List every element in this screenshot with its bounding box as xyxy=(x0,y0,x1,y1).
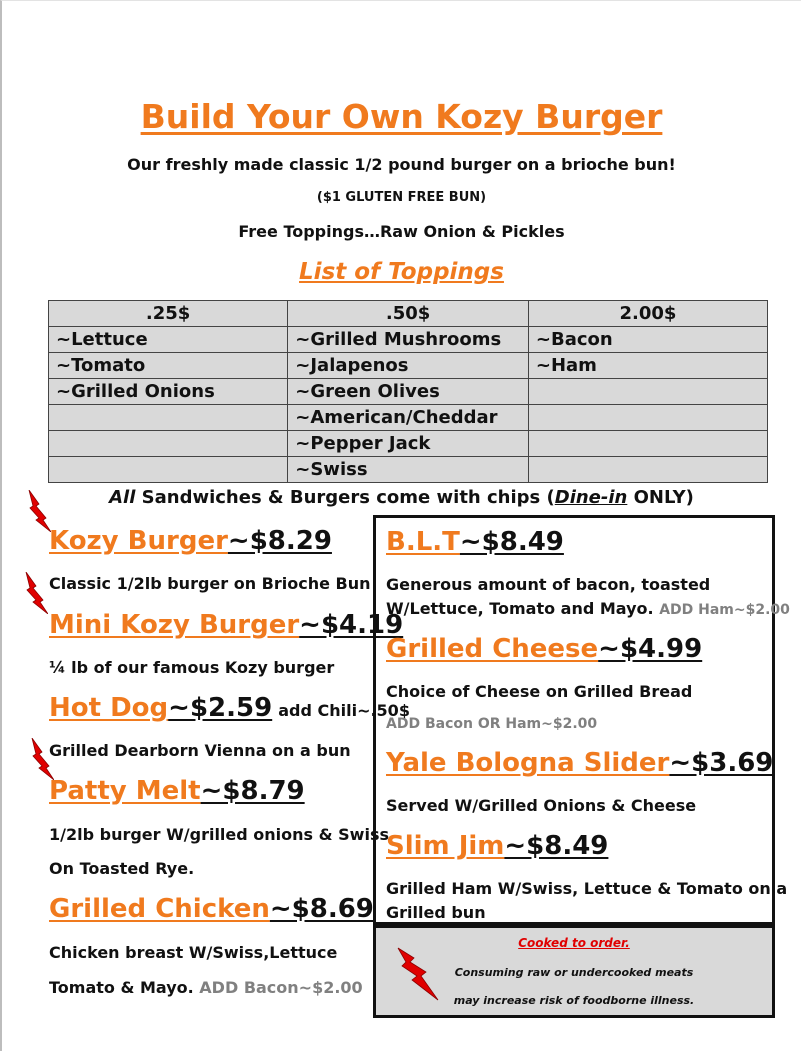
menu-item-slim-jim xyxy=(386,831,608,861)
topping-cell xyxy=(528,379,767,405)
item-name: Grilled Chicken xyxy=(49,894,270,924)
free-toppings-note: Free Toppings…Raw Onion & Pickles xyxy=(238,222,565,241)
topping-cell: ~Swiss xyxy=(288,457,529,483)
topping-cell xyxy=(528,457,767,483)
item-price: ~$8.79 xyxy=(200,776,305,806)
chips-note-dine: Dine-in xyxy=(554,487,628,508)
item-description: On Toasted Rye. xyxy=(49,859,195,878)
toppings-title: List of Toppings xyxy=(299,259,504,285)
table-row xyxy=(49,379,768,405)
item-description-text: W/Lettuce, Tomato and Mayo. xyxy=(386,599,654,618)
item-price: ~$8.49 xyxy=(504,831,609,861)
item-description: Generous amount of bacon, toasted xyxy=(386,575,711,594)
item-description xyxy=(386,597,790,622)
menu-item-grilled-cheese xyxy=(386,634,702,664)
item-name: B.L.T xyxy=(386,527,460,557)
topping-cell: ~Pepper Jack xyxy=(288,431,529,457)
item-addon: ADD Bacon~$2.00 xyxy=(199,978,363,997)
item-name: Yale Bologna Slider xyxy=(386,748,670,778)
item-description xyxy=(49,976,363,1000)
topping-cell: ~Ham xyxy=(528,353,767,379)
topping-cell: ~Green Olives xyxy=(288,379,529,405)
price-header: .50$ xyxy=(288,301,529,327)
item-price: ~$3.69 xyxy=(669,748,774,778)
topping-cell: ~Lettuce xyxy=(49,327,288,353)
food-safety-notice xyxy=(373,925,775,1018)
topping-cell: ~Tomato xyxy=(49,353,288,379)
item-description: 1/2lb burger W/grilled onions & Swiss xyxy=(49,825,389,844)
item-description: Grilled Dearborn Vienna on a bun xyxy=(49,741,351,760)
topping-cell xyxy=(528,405,767,431)
item-description: Chicken breast W/Swiss,Lettuce xyxy=(49,943,338,962)
item-price: ~$4.99 xyxy=(598,634,703,664)
toppings-header-row xyxy=(49,301,768,327)
item-description: Served W/Grilled Onions & Cheese xyxy=(386,796,697,815)
item-addon: ADD Ham~$2.00 xyxy=(659,602,790,618)
item-extra: add Chili~.50$ xyxy=(278,701,410,720)
notice-warning: may increase risk of foodborne illness. xyxy=(453,994,695,1007)
menu-item-grilled-chicken xyxy=(49,894,374,924)
topping-cell xyxy=(528,431,767,457)
item-name: Grilled Cheese xyxy=(386,634,599,664)
lightning-bolt-icon xyxy=(27,490,51,532)
menu-item-blt xyxy=(386,527,564,557)
topping-cell: ~Grilled Onions xyxy=(49,379,288,405)
item-description: ¼ lb of our famous Kozy burger xyxy=(49,658,335,677)
item-name: Kozy Burger xyxy=(49,526,228,556)
item-description: Classic 1/2lb burger on Brioche Bun xyxy=(49,574,371,593)
item-name: Hot Dog xyxy=(49,693,169,723)
topping-cell xyxy=(49,457,288,483)
item-description: Choice of Cheese on Grilled Bread xyxy=(386,682,693,701)
cooked-to-order: Cooked to order. xyxy=(518,936,630,950)
price-header: 2.00$ xyxy=(528,301,767,327)
menu-item-mini-kozy-burger xyxy=(49,610,403,640)
notice-warning: Consuming raw or undercooked meats xyxy=(454,966,694,979)
price-header: .25$ xyxy=(49,301,288,327)
item-price: ~$2.59 xyxy=(168,693,273,723)
item-description: Grilled Ham W/Swiss, Lettuce & Tomato on a xyxy=(386,879,788,898)
table-row xyxy=(49,431,768,457)
chips-note-only: ONLY) xyxy=(627,487,694,508)
menu-title: Build Your Own Kozy Burger xyxy=(140,97,663,136)
topping-cell: ~American/Cheddar xyxy=(288,405,529,431)
toppings-table xyxy=(48,300,768,483)
item-description: Grilled bun xyxy=(386,903,486,922)
chips-note-text: Sandwiches & Burgers come with chips ( xyxy=(135,487,555,508)
lightning-bolt-icon xyxy=(24,572,48,614)
topping-cell: ~Jalapenos xyxy=(288,353,529,379)
topping-cell xyxy=(49,405,288,431)
menu-item-patty-melt xyxy=(49,776,305,806)
table-row xyxy=(49,353,768,379)
menu-item-kozy-burger xyxy=(49,526,332,556)
item-description-text: Tomato & Mayo. xyxy=(49,978,194,997)
topping-cell: ~Grilled Mushrooms xyxy=(288,327,529,353)
item-addon: ADD Bacon OR Ham~$2.00 xyxy=(386,716,598,732)
chips-note xyxy=(0,487,803,508)
item-price: ~$8.49 xyxy=(459,527,564,557)
item-price: ~$8.29 xyxy=(227,526,332,556)
item-name: Slim Jim xyxy=(386,831,505,861)
item-name: Mini Kozy Burger xyxy=(49,610,300,640)
menu-item-yale-bologna-slider xyxy=(386,748,773,778)
table-row xyxy=(49,457,768,483)
chips-note-all: All xyxy=(109,487,136,508)
item-name: Patty Melt xyxy=(49,776,201,806)
topping-cell: ~Bacon xyxy=(528,327,767,353)
topping-cell xyxy=(49,431,288,457)
item-price: ~$4.19 xyxy=(299,610,404,640)
table-row xyxy=(49,327,768,353)
gluten-free-note: ($1 GLUTEN FREE BUN) xyxy=(316,190,487,205)
burger-description: Our freshly made classic 1/2 pound burger on a brioche bun! xyxy=(127,155,676,174)
item-price: ~$8.69 xyxy=(269,894,374,924)
table-row xyxy=(49,405,768,431)
menu-item-hot-dog xyxy=(49,693,410,723)
